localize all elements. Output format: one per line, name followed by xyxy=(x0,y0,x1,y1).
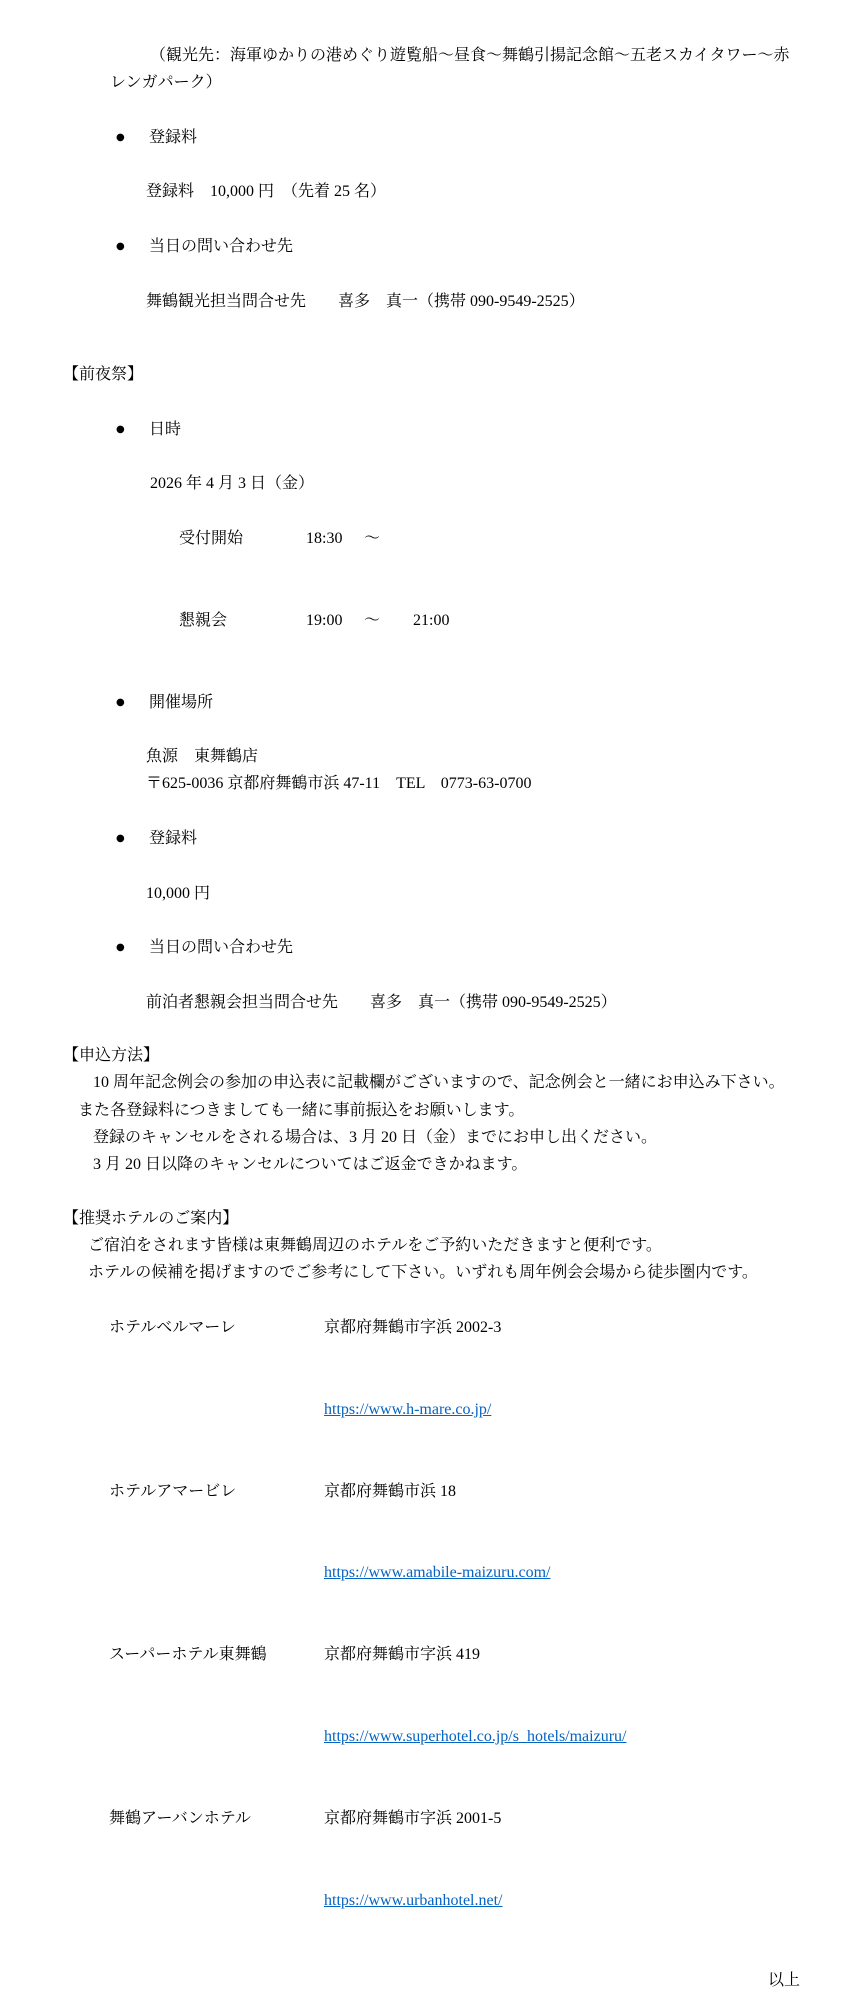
hotel-row xyxy=(63,1778,800,1860)
hotel-address: 京都府舞鶴市浜 18 xyxy=(324,1482,457,1500)
hotel-link[interactable]: https://www.amabile-maizuru.com/ xyxy=(324,1564,551,1582)
hotel-row xyxy=(63,1614,800,1696)
hotel-link-row xyxy=(63,1368,800,1450)
hotels-intro-1: ご宿泊をされます皆様は東舞鶴周辺のホテルをご予約いただきますと便利です。 xyxy=(88,1236,662,1254)
eve-festival-heading: 【前夜祭】 xyxy=(63,365,144,383)
hotel-name: 舞鶴アーバンホテル xyxy=(109,1810,251,1828)
tour-fee-item xyxy=(63,97,800,179)
hotel-link[interactable]: https://www.urbanhotel.net/ xyxy=(324,1892,503,1909)
hotel-address: 京都府舞鶴市字浜 419 xyxy=(324,1646,481,1664)
eve-contact-item xyxy=(63,907,800,989)
hotel-address: 京都府舞鶴市字浜 2002-3 xyxy=(324,1318,502,1336)
eve-datetime-label: 日時 xyxy=(149,420,182,438)
eve-datetime-item xyxy=(63,388,800,470)
hotels-heading: 【推奨ホテルのご案内】 xyxy=(63,1209,239,1227)
hotel-row xyxy=(63,1450,800,1532)
application-paragraph-3: 3 月 20 日以降のキャンセルについてはご返金できかねます。 xyxy=(93,1156,528,1174)
party-end-time: 21:00 xyxy=(413,611,450,629)
eve-reception-time-row xyxy=(63,497,800,579)
application-heading: 【申込方法】 xyxy=(63,1047,160,1065)
eve-party-time-row xyxy=(63,579,800,661)
hotel-link-row xyxy=(63,1696,800,1778)
eve-venue-name: 魚源 東舞鶴店 xyxy=(146,748,259,766)
application-paragraph-1-line2: また各登録料につきましても一緒に事前振込をお願いします。 xyxy=(78,1101,525,1119)
bullet-icon: ● xyxy=(116,131,125,143)
bullet-icon: ● xyxy=(116,942,125,954)
bullet-icon: ● xyxy=(116,241,125,253)
eve-contact-detail: 前泊者懇親会担当問合せ先 喜多 真一（携帯 090-9549-2525） xyxy=(146,993,617,1011)
eve-venue-label: 開催場所 xyxy=(149,693,214,711)
party-label: 懇親会 xyxy=(179,611,228,629)
tour-fee-label: 登録料 xyxy=(149,128,198,146)
closing-text: 以上 xyxy=(767,1971,800,1989)
tour-destinations-line2: レンガパーク） xyxy=(110,74,222,92)
hotels-intro-2: ホテルの候補を掲げますのでご参考にして下さい。いずれも周年例会会場から徒歩圏内です。 xyxy=(88,1264,758,1282)
tilde-separator: ～ xyxy=(364,611,381,629)
application-paragraph-1-line1: 10 周年記念例会の参加の申込表に記載欄がございますので、記念例会と一緒にお申込み下さい。 xyxy=(93,1074,785,1092)
tour-contact-label: 当日の問い合わせ先 xyxy=(149,238,294,256)
reception-start-time: 18:30 xyxy=(306,529,343,547)
eve-contact-label: 当日の問い合わせ先 xyxy=(149,939,294,957)
bullet-icon: ● xyxy=(116,696,125,708)
hotel-link[interactable]: https://www.h-mare.co.jp/ xyxy=(324,1400,492,1418)
eve-fee-amount: 10,000 円 xyxy=(146,884,211,902)
application-paragraph-2: 登録のキャンセルをされる場合は、3 月 20 日（金）までにお申し出ください。 xyxy=(93,1128,658,1146)
bullet-icon: ● xyxy=(116,423,125,435)
tilde-separator: ～ xyxy=(364,529,381,547)
hotel-link[interactable]: https://www.superhotel.co.jp/s_hotels/maizuru/ xyxy=(324,1728,627,1746)
hotel-link-row xyxy=(63,1860,800,1942)
eve-fee-item xyxy=(63,798,800,880)
hotel-name: ホテルベルマーレ xyxy=(109,1318,236,1336)
tour-fee-detail: 登録料 10,000 円 （先着 25 名） xyxy=(146,183,387,201)
hotel-row xyxy=(63,1286,800,1368)
party-start-time: 19:00 xyxy=(306,611,343,629)
reception-label: 受付開始 xyxy=(179,529,244,547)
hotel-name: スーパーホテル東舞鶴 xyxy=(109,1646,267,1664)
eve-fee-label: 登録料 xyxy=(149,830,198,848)
eve-venue-item xyxy=(63,661,800,743)
tour-destinations-line1: （観光先：海軍ゆかりの港めぐり遊覧船～昼食～舞鶴引揚記念館～五老スカイタワー～赤 xyxy=(150,47,790,64)
hotel-name: ホテルアマービレ xyxy=(109,1482,237,1500)
hotel-link-row xyxy=(63,1532,800,1614)
tour-contact-detail: 舞鶴観光担当問合せ先 喜多 真一（携帯 090-9549-2525） xyxy=(146,292,585,310)
eve-event-date: 2026 年 4 月 3 日（金） xyxy=(150,475,315,493)
eve-venue-address: 〒625-0036 京都府舞鶴市浜 47-11 TEL 0773-63-0700 xyxy=(146,775,532,793)
bullet-icon: ● xyxy=(116,833,125,845)
tour-contact-item xyxy=(63,206,800,288)
hotel-address: 京都府舞鶴市字浜 2001-5 xyxy=(324,1810,502,1828)
